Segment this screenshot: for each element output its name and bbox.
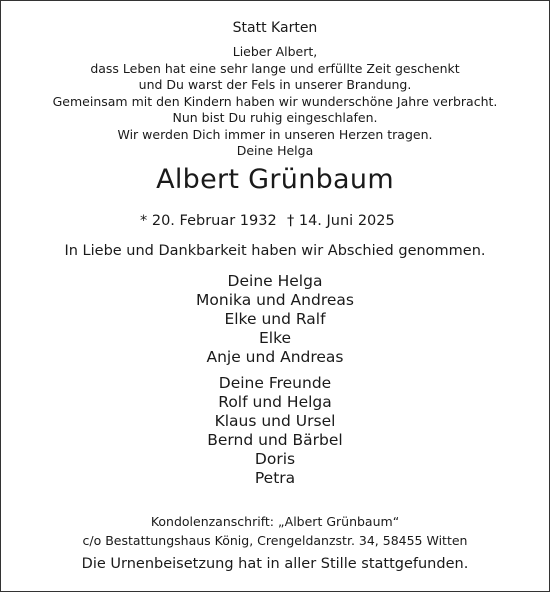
deceased-name: Albert Grünbaum [156, 164, 394, 195]
farewell-text: In Liebe und Dankbarkeit haben wir Abschied genommen. [64, 243, 486, 259]
headline: Statt Karten [232, 20, 318, 36]
poem-line: dass Leben hat eine sehr lange und erfüllte Zeit geschenkt [90, 60, 460, 76]
mourner: Monika und Andreas [196, 291, 354, 309]
friend: Klaus und Ursel [214, 412, 336, 430]
mourner: Elke [258, 329, 292, 347]
poem-line: und Du warst der Fels in unserer Brandung. [138, 77, 412, 92]
friend: Deine Freunde [218, 374, 332, 392]
friends-list [0, 374, 550, 488]
friend: Rolf und Helga [218, 393, 332, 411]
urn-notice: Die Urnenbeisetzung hat in aller Stille stattgefunden. [81, 556, 469, 572]
poem-line: Gemeinsam mit den Kindern haben wir wunderschöne Jahre verbracht. [52, 93, 498, 109]
condolence-label: Kondolenzanschrift: „Albert Grünbaum“ [150, 514, 400, 529]
friend: Bernd und Bärbel [207, 431, 343, 449]
death-date: † 14. Juni 2025 [287, 213, 395, 229]
birth-date: * 20. Februar 1932 [140, 213, 277, 229]
poem-line: Wir werden Dich immer in unseren Herzen tragen. [117, 126, 433, 142]
condolence-street: c/o Bestattungshaus König, Crengeldanzstr. 34, 58455 Witten [82, 533, 468, 548]
mourner: Elke und Ralf [224, 310, 326, 328]
mourner: Anje und Andreas [206, 348, 344, 366]
friend: Petra [254, 469, 296, 487]
poem [0, 44, 550, 160]
condolence-address [0, 512, 550, 550]
poem-signature: Deine Helga [236, 143, 314, 158]
poem-line: Lieber Albert, [232, 44, 318, 59]
mourner: Deine Helga [227, 272, 323, 290]
friend: Doris [254, 450, 296, 468]
mourners-list [0, 272, 550, 367]
poem-line: Nun bist Du ruhig eingeschlafen. [172, 110, 378, 125]
